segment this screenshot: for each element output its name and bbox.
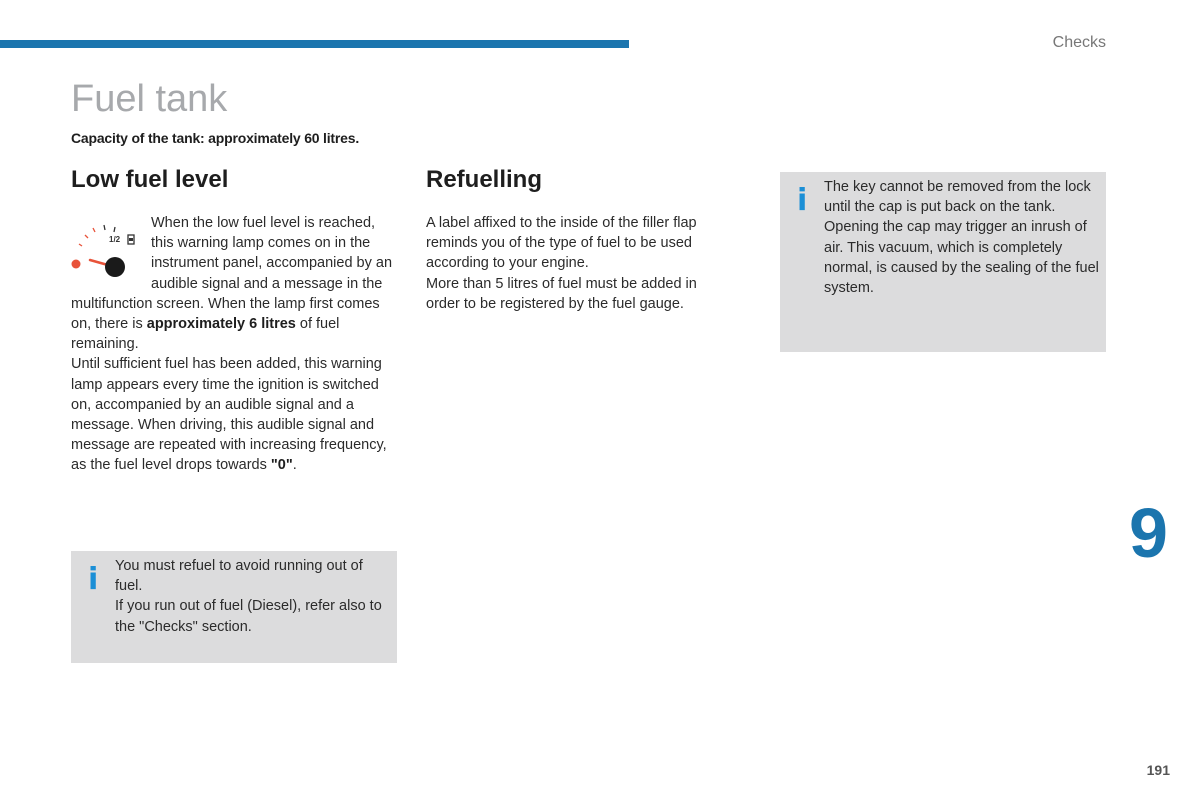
low-fuel-heading: Low fuel level bbox=[71, 166, 229, 193]
capacity-note: Capacity of the tank: approximately 60 litres. bbox=[71, 130, 360, 146]
cap-info-line-1: The key cannot be removed from the lock until the cap is put back on the tank. bbox=[824, 179, 1091, 216]
header-accent-bar bbox=[0, 40, 629, 48]
gauge-half-label: 1/2 bbox=[109, 235, 121, 244]
info-icon: i bbox=[88, 562, 99, 597]
chapter-number: 9 bbox=[1129, 494, 1168, 572]
refuelling-paragraph-2: More than 5 litres of fuel must be added in order to be registered by the fuel gauge. bbox=[426, 275, 697, 312]
low-fuel-section bbox=[71, 213, 395, 476]
low-fuel-paragraph-1: When the low fuel level is reached, this warning lamp comes on in the instrument panel, accompanied by an audible signal and a message in the multifunction screen. When the lamp first comes on, there is approximately 6 litres of fuel remaining. bbox=[71, 215, 393, 353]
refuel-info-line-1: You must refuel to avoid running out of fuel. bbox=[115, 558, 363, 595]
fuel-gauge-warning-icon bbox=[71, 216, 137, 282]
refuel-info-box bbox=[71, 551, 397, 663]
low-fuel-paragraph-2: Until sufficient fuel has been added, this warning lamp appears every time the ignition is switched on, accompanied by an audible signal and a message. When driving, this audible signal and message are repeated with increasing frequency, as the fuel level drops towards "0". bbox=[71, 356, 387, 474]
page-number: 191 bbox=[1146, 762, 1170, 778]
refuelling-section bbox=[426, 213, 726, 314]
refuel-info-line-2: If you run out of fuel (Diesel), refer also to the "Checks" section. bbox=[115, 598, 382, 635]
cap-info-box bbox=[780, 172, 1106, 352]
refuelling-paragraph-1: A label affixed to the inside of the filler flap reminds you of the type of fuel to be used according to your engine. bbox=[426, 215, 697, 272]
info-icon: i bbox=[797, 183, 808, 218]
section-label: Checks bbox=[1052, 34, 1106, 51]
refuelling-heading: Refuelling bbox=[426, 166, 543, 193]
page-title: Fuel tank bbox=[71, 78, 228, 120]
cap-info-line-2: Opening the cap may trigger an inrush of air. This vacuum, which is completely normal, is caused by the sealing of the fuel system. bbox=[824, 219, 1099, 297]
